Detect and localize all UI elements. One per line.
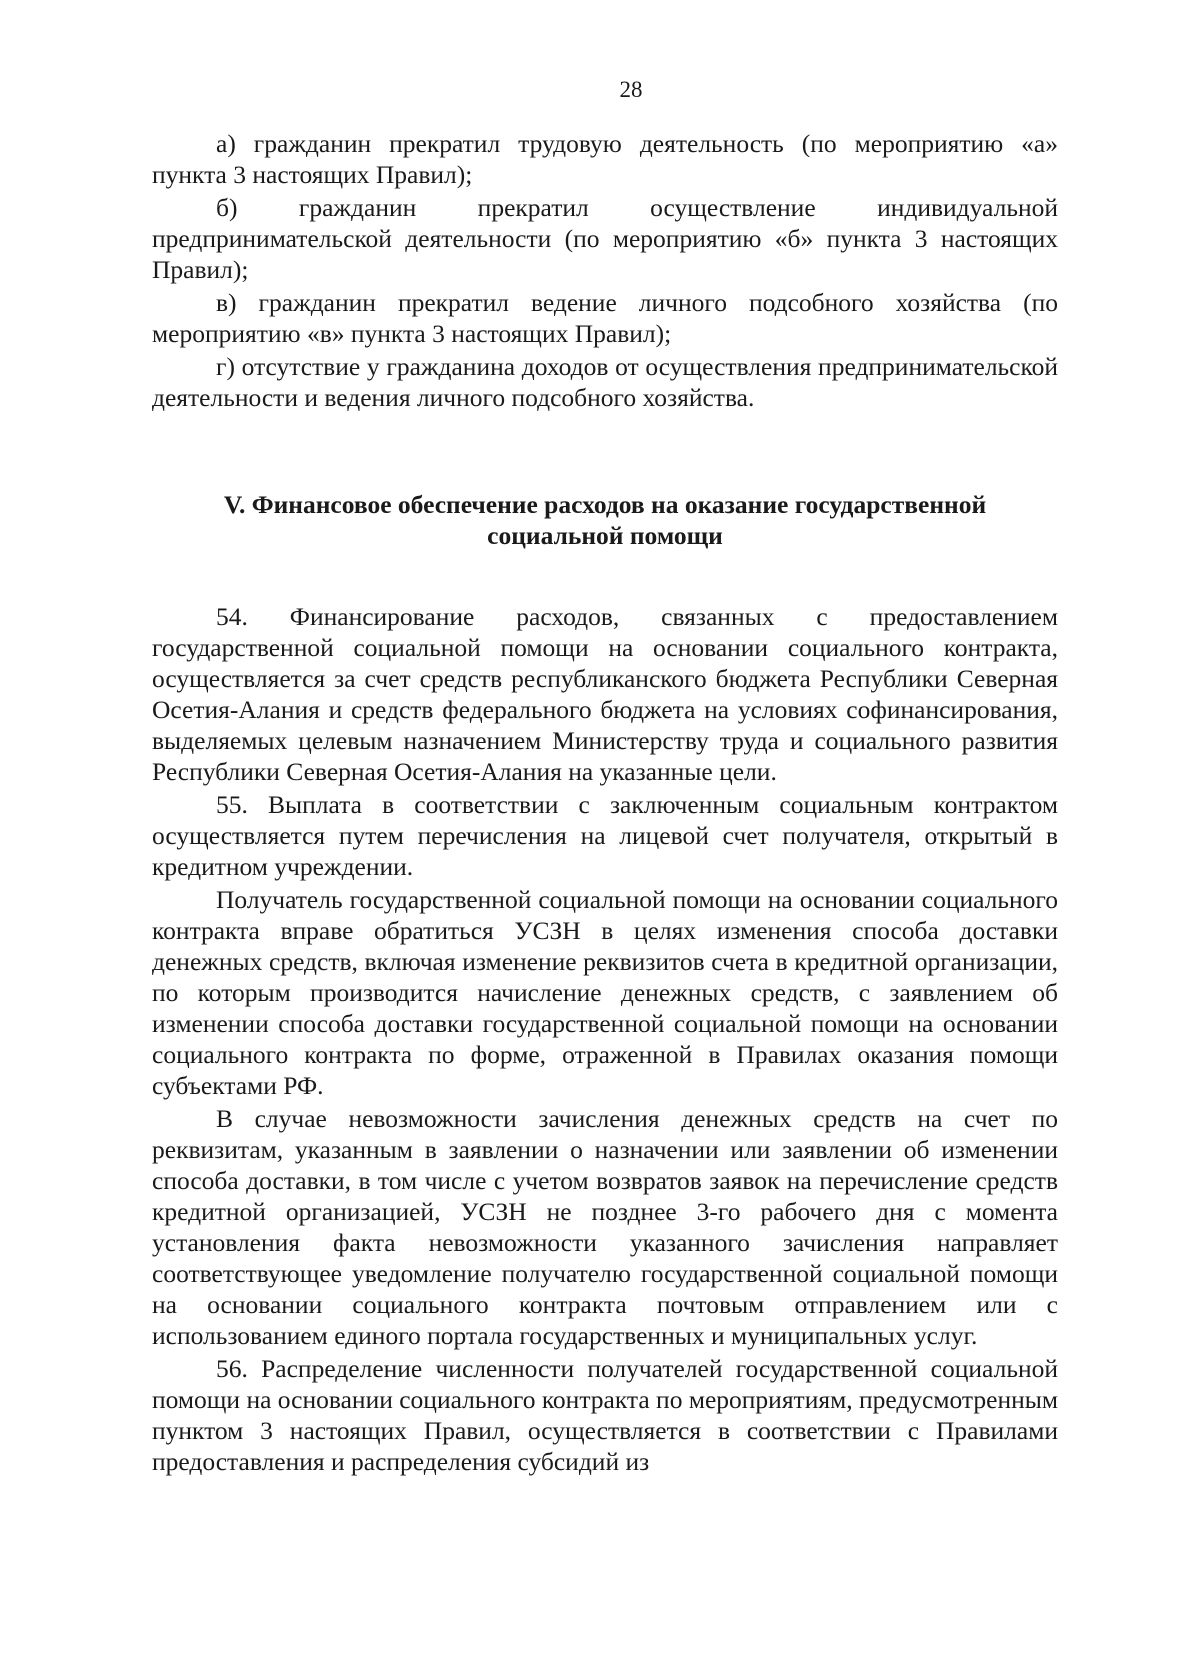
paragraph-recipient: Получатель государственной социальной помощи на основании социального контракта вправе обратиться УСЗН в целях изменения способа доставки денежных средств, включая изменение реквизитов счета в кредитной организации, по которым производится начисление денежных средств, с заявлением об изменении способа доставки государственной социальной помощи на основании социального контракта по форме, отраженной в Правилах оказания помощи субъектами РФ. — [152, 885, 1058, 1100]
section-heading: V. Финансовое обеспечение расходов на оказание государственной социальной помощи — [223, 490, 987, 550]
page-number: 28 — [619, 77, 643, 102]
document-body — [152, 128, 1058, 1477]
paragraph-impossibility: В случае невозможности зачисления денежных средств на счет по реквизитам, указанным в заявлении о назначении или заявлении об изменении способа доставки, в том числе с учетом возвратов заявок на перечисление средств кредитной организацией, УСЗН не позднее 3-го рабочего дня с момента установления факта невозможности указанного зачисления направляет соответствующее уведомление получателю государственной социальной помощи на основании социального контракта почтовым отправлением или с использованием единого портала государственных и муниципальных услуг. — [152, 1104, 1058, 1350]
section-body — [152, 601, 1058, 1477]
paragraph-56: 56. Распределение численности получателей государственной социальной помощи на основании социального контракта по мероприятиям, предусмотренным пунктом 3 настоящих Правил, осуществляется в соответствии с Правилами предоставления и распределения субсидий из — [152, 1354, 1059, 1476]
paragraph-54: 54. Финансирование расходов, связанных с предоставлением государственной социальной помощи на основании социального контракта, осуществляется за счет средств республиканского бюджета Республики Северная Осетия-Алания и средств федерального бюджета на условиях софинансирования, выделяемых целевым назначением Министерству труда и социального развития Республики Северная Осетия-Алания на указанные цели. — [152, 602, 1058, 786]
list-item-b: б) гражданин прекратил осуществление индивидуальной предпринимательской деятельности (по мероприятию «б» пункта 3 настоящих Правил); — [152, 193, 1058, 284]
list-item-v: в) гражданин прекратил ведение личного подсобного хозяйства (по мероприятию «в» пункта 3 настоящих Правил); — [152, 288, 1058, 348]
list-item-a: а) гражданин прекратил трудовую деятельность (по мероприятию «а» пункта 3 настоящих Правил); — [152, 129, 1058, 189]
list-item-g: г) отсутствие у гражданина доходов от осуществления предпринимательской деятельности и ведения личного подсобного хозяйства. — [152, 352, 1058, 412]
paragraph-55: 55. Выплата в соответствии с заключенным социальным контрактом осуществляется путем перечисления на лицевой счет получателя, открытый в кредитном учреждении. — [152, 790, 1058, 881]
